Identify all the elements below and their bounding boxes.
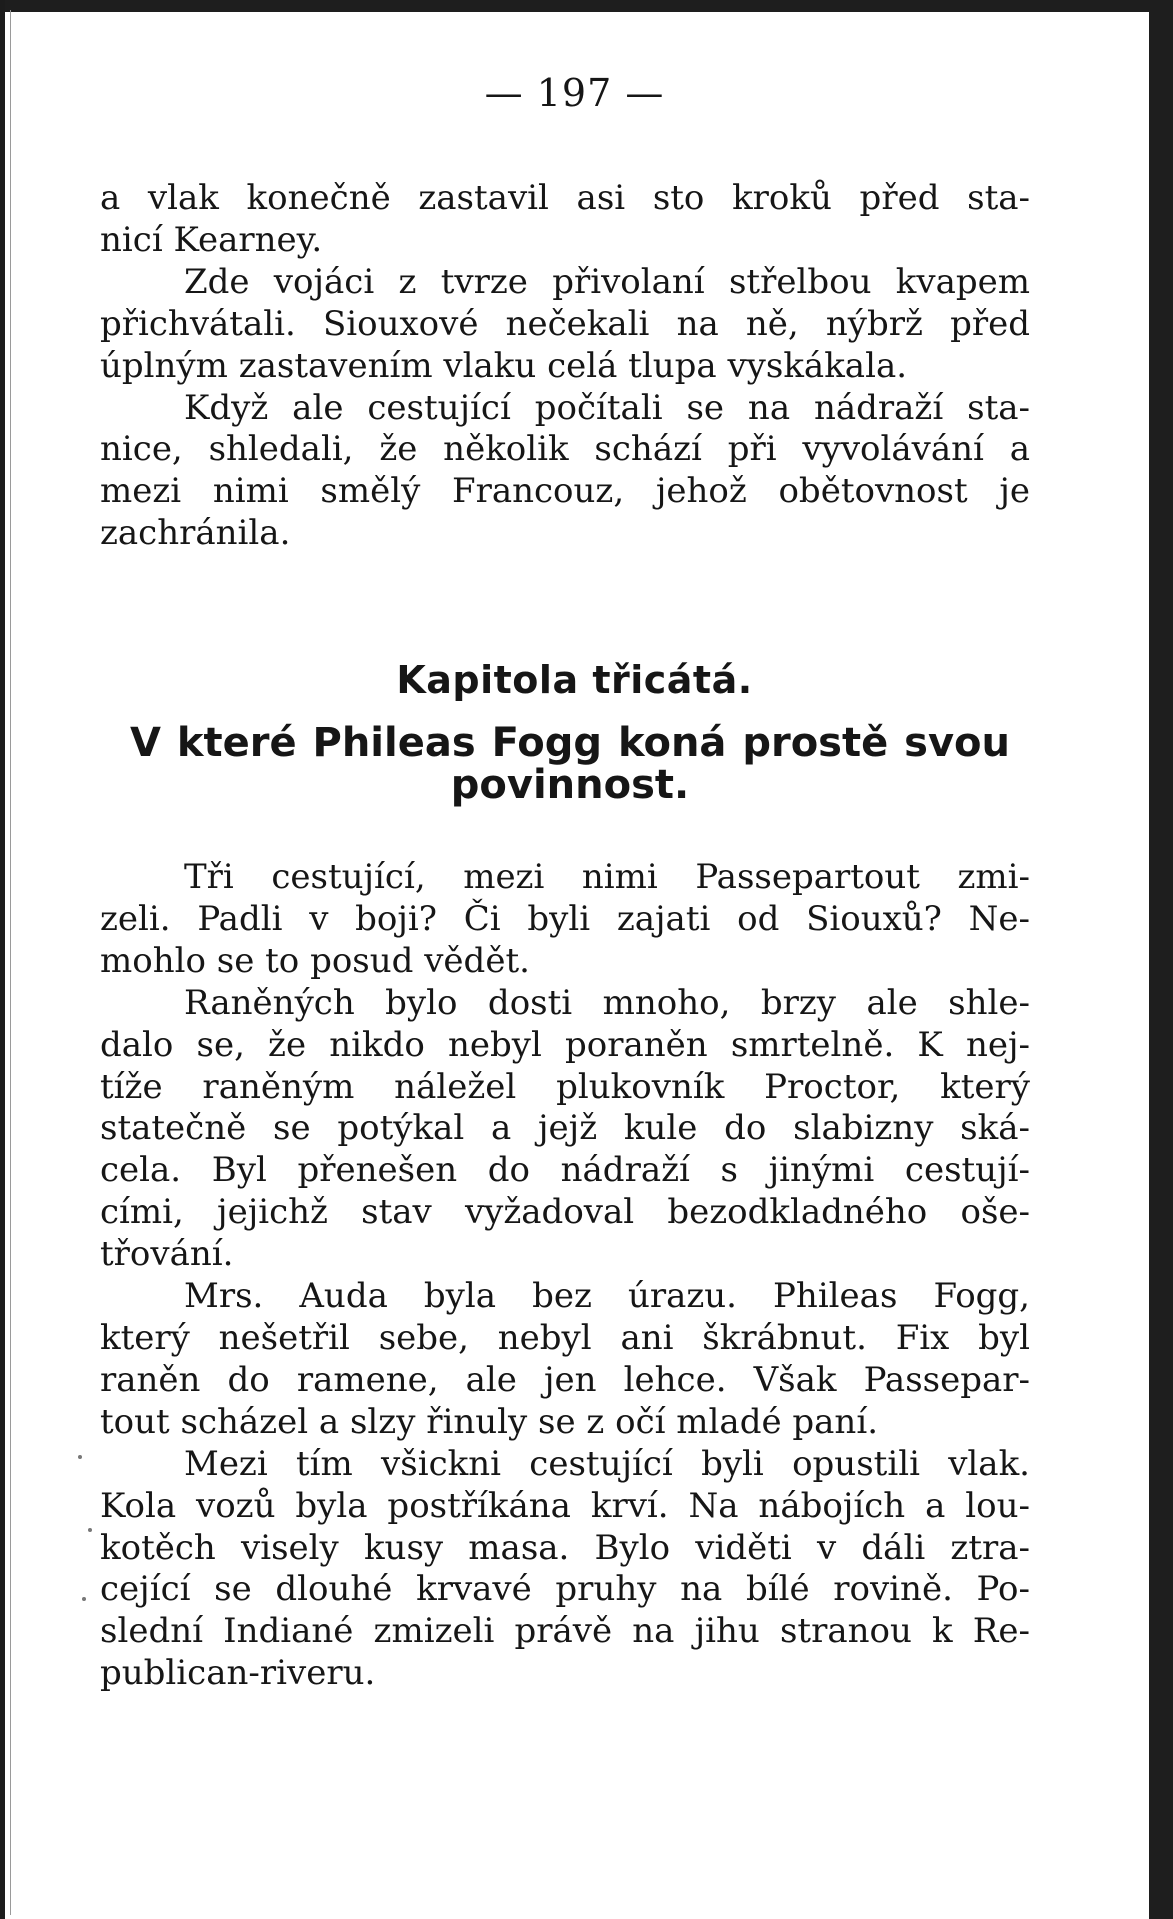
chapter-label: Kapitola třicátá.	[396, 658, 753, 702]
text-line: kotěch visely kusy masa. Bylo viděti v dáli ztra-	[100, 1527, 1030, 1568]
text-line: dalo se, že nikdo nebyl poraněn smrtelně. K nej-	[100, 1024, 1030, 1065]
text-line: cími, jejichž stav vyžadoval bezodkladného oše-	[100, 1192, 1030, 1233]
text-line: Kola vozů byla postříkána krví. Na nábojích a lou-	[100, 1485, 1030, 1526]
scan-border-top	[5, 0, 1165, 12]
page-number: — 197 —	[484, 71, 665, 115]
scan-speck	[82, 1597, 86, 1601]
text-line: tout scházel a slzy řinuly se z očí mladé paní.	[100, 1401, 878, 1442]
chapter-title-line: povinnost.	[450, 762, 690, 808]
text-line: nicí Kearney.	[100, 219, 323, 260]
text-line: cející se dlouhé krvavé pruhy na bílé rovině. Po-	[100, 1569, 1030, 1610]
text-line: Mezi tím všickni cestující byli opustili vlak.	[184, 1443, 1030, 1484]
text-line: Mrs. Auda byla bez úrazu. Phileas Fogg,	[184, 1276, 1030, 1317]
scan-border-right	[1149, 0, 1173, 1919]
text-line: přichvátali. Siouxové nečekali na ně, nýbrž před	[100, 303, 1030, 344]
text-line: který nešetřil sebe, nebyl ani škrábnut. Fix byl	[100, 1317, 1030, 1358]
text-line: slední Indiané zmizeli právě na jihu stranou k Re-	[100, 1611, 1030, 1652]
text-block-top	[100, 178, 1030, 555]
scan-edge-left	[0, 0, 5, 1919]
text-line: statečně se potýkal a jejž kule do slabizny ská-	[100, 1108, 1030, 1149]
scan-speck	[88, 1528, 92, 1532]
text-line: tíže raněným náležel plukovník Proctor, který	[100, 1066, 1030, 1107]
text-line: mezi nimi smělý Francouz, jehož obětovnost je	[100, 471, 1030, 512]
text-line: publican-riveru.	[100, 1653, 376, 1694]
text-line: zeli. Padli v boji? Či byli zajati od Siouxů? Ne-	[100, 898, 1030, 939]
text-line: nice, shledali, že několik schází při vyvolávání a	[100, 429, 1030, 470]
text-line: třování.	[100, 1234, 234, 1275]
text-line: úplným zastavením vlaku celá tlupa vyskákala.	[100, 345, 908, 386]
text-block-bottom	[100, 857, 1030, 1695]
text-line: Zde vojáci z tvrze přivolaní střelbou kvapem	[184, 261, 1030, 302]
text-line: Tři cestující, mezi nimi Passepartout zmi-	[184, 857, 1030, 897]
text-line: a vlak konečně zastavil asi sto kroků před sta-	[100, 178, 1030, 218]
text-line: Když ale cestující počítali se na nádraží sta-	[184, 387, 1030, 428]
text-line: Raněných bylo dosti mnoho, brzy ale shle-	[184, 982, 1030, 1023]
text-line: raněn do ramene, ale jen lehce. Však Passepar-	[100, 1359, 1030, 1400]
chapter-title	[130, 722, 1010, 806]
text-line: mohlo se to posud vědět.	[100, 940, 530, 981]
text-line: cela. Byl přenešen do nádraží s jinými cestují-	[100, 1150, 1030, 1191]
chapter-title-line: V které Phileas Fogg koná prostě svou	[130, 720, 1010, 766]
text-line: zachránila.	[100, 513, 291, 554]
scan-inner-rule	[10, 10, 11, 1915]
scan-speck	[78, 1455, 82, 1459]
